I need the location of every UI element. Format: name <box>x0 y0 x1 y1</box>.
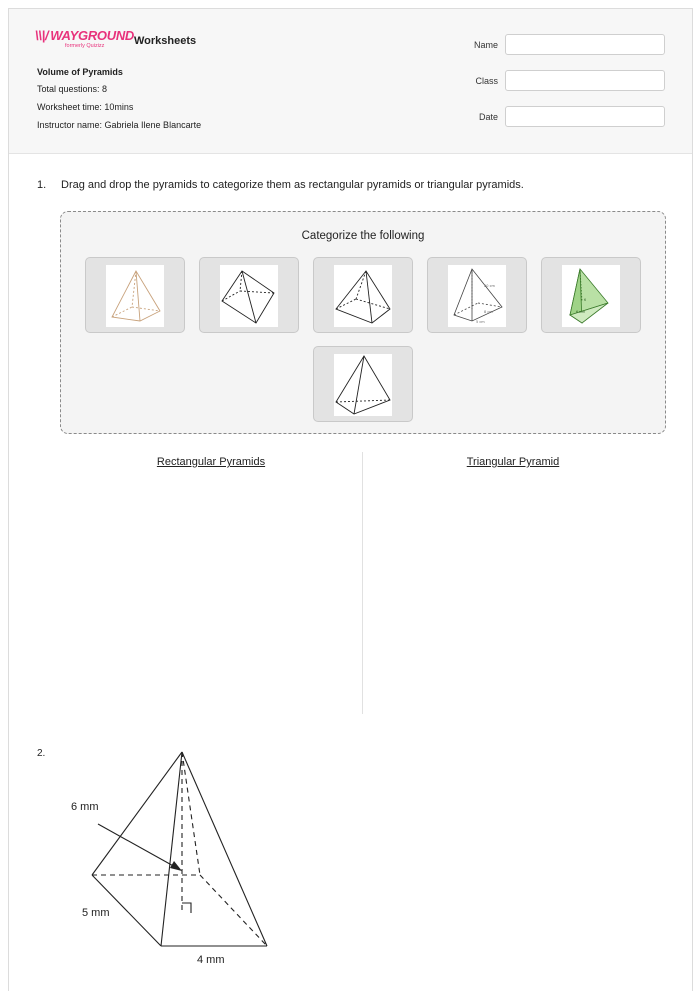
logo-text: WAYGROUND <box>50 28 135 43</box>
rectangular-pyramid-image <box>220 265 278 327</box>
worksheet-page <box>8 8 693 991</box>
categorize-pool[interactable] <box>60 211 666 434</box>
pyramid-card-4[interactable] <box>427 257 527 333</box>
categorize-title: Categorize the following <box>301 230 425 242</box>
logo-subtitle: formerly Quizizz <box>65 43 105 49</box>
class-field[interactable] <box>505 70 665 91</box>
question-2-pyramid-diagram <box>64 749 304 979</box>
svg-text:8 cm: 8 cm <box>484 310 493 314</box>
category-rectangular-pyramids[interactable]: Rectangular Pyramids <box>156 456 266 468</box>
logo-mark-icon: \\|/ <box>35 28 49 43</box>
pyramid-card-5[interactable] <box>541 257 641 333</box>
pyramid-card-6[interactable] <box>313 346 413 422</box>
question-1-text: Drag and drop the pyramids to categorize them as rectangular pyramids or triangular pyramids. <box>61 179 524 191</box>
worksheet-time: Worksheet time: 10mins <box>37 102 134 112</box>
green-triangular-pyramid-image <box>562 265 620 327</box>
rectangular-pyramid-tan-image <box>106 265 164 327</box>
length-label: 4 mm <box>197 954 225 966</box>
worksheet-title: Volume of Pyramids <box>37 67 123 77</box>
arrow-head-icon <box>170 861 182 871</box>
rectangular-pyramid-image <box>334 265 392 327</box>
name-field[interactable] <box>505 34 665 55</box>
pyramid-card-2[interactable] <box>199 257 299 333</box>
pyramid-card-1[interactable] <box>85 257 185 333</box>
instructor-name: Instructor name: Gabriela Ilene Blancarte <box>37 120 202 130</box>
svg-text:5 cm: 5 cm <box>476 320 485 324</box>
wayground-logo <box>35 29 134 50</box>
date-field[interactable] <box>505 106 665 127</box>
svg-text:20 cm: 20 cm <box>484 284 495 288</box>
height-label: 6 mm <box>71 801 99 813</box>
category-triangular-pyramid[interactable]: Triangular Pyramid <box>466 456 560 468</box>
svg-text:6: 6 <box>584 298 587 302</box>
pyramid-card-3[interactable] <box>313 257 413 333</box>
question-2-number: 2. <box>37 748 46 759</box>
labeled-pyramid-image <box>448 265 506 327</box>
width-label: 5 mm <box>82 907 110 919</box>
total-questions: Total questions: 8 <box>37 84 108 94</box>
class-label: Class <box>475 76 498 86</box>
category-divider <box>362 452 363 714</box>
worksheet-header <box>9 9 692 154</box>
triangular-pyramid-image <box>334 354 392 416</box>
name-label: Name <box>473 40 498 50</box>
question-1-number: 1. <box>37 179 47 191</box>
product-title: Worksheets <box>134 35 197 47</box>
svg-text:6 mm: 6 mm <box>576 310 586 314</box>
question-1-prompt <box>37 179 524 191</box>
date-label: Date <box>478 112 498 122</box>
